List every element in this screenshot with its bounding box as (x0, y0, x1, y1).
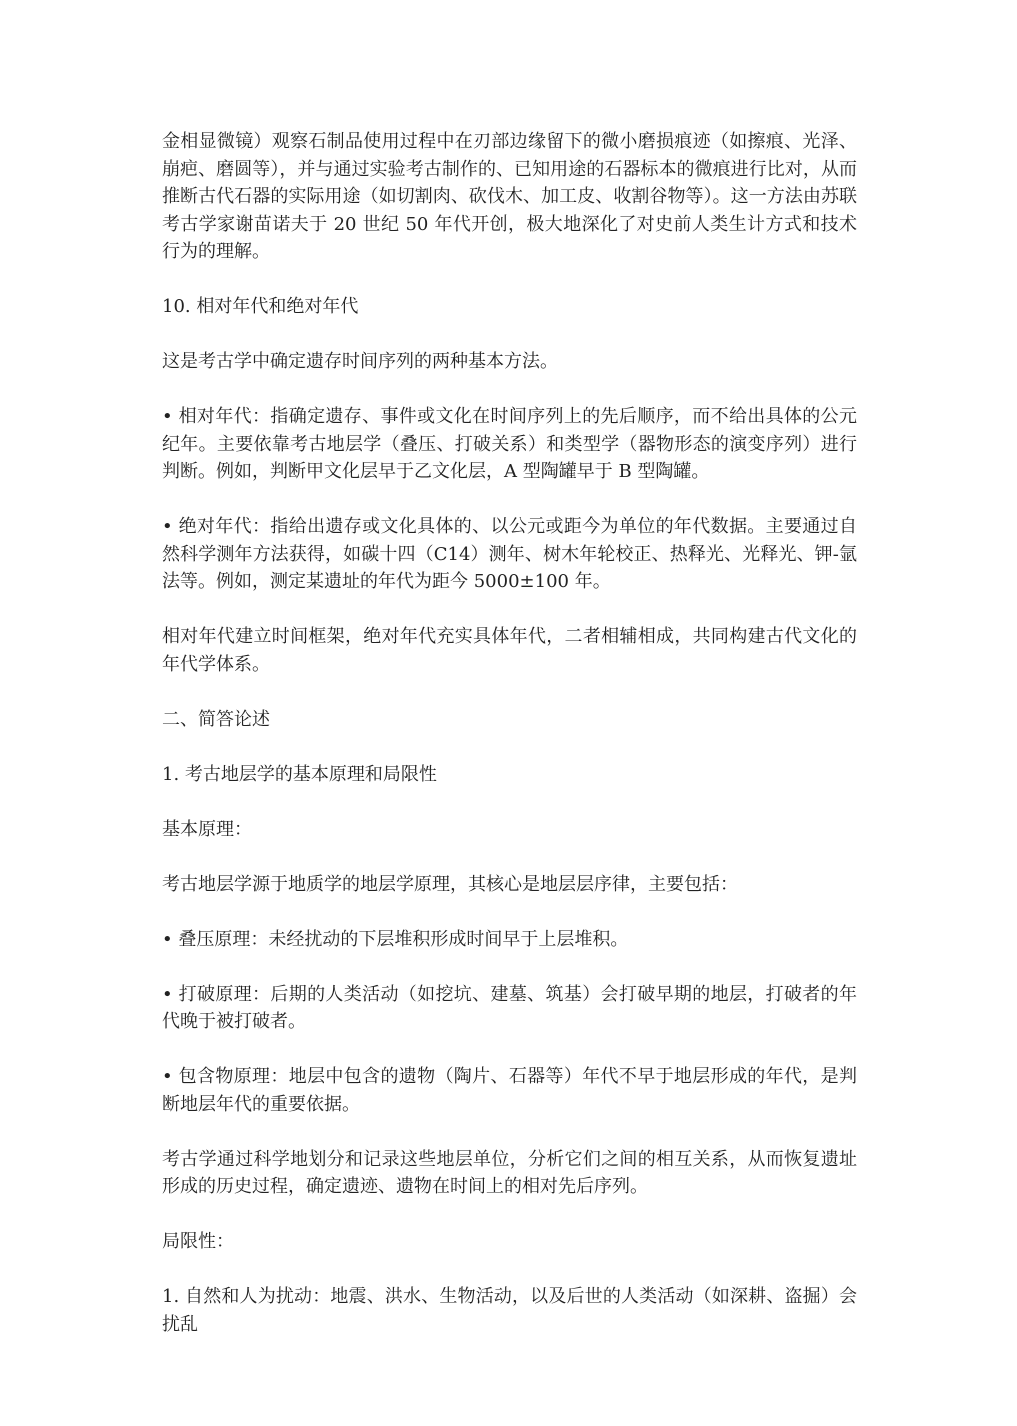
label-limitations: 局限性： (162, 1231, 234, 1252)
paragraph-relative-dating: • 相对年代：指确定遗存、事件或文化在时间序列上的先后顺序，而不给出具体的公元纪年。主要依靠考古地层学（叠压、打破关系）和类型学（器物形态的演变序列）进行判断。例如，判断甲文化层早于乙文化层，A 型陶罐早于 B 型陶罐。 (162, 406, 857, 482)
document-page (162, 128, 857, 1338)
label-basic-principles: 基本原理： (162, 818, 252, 840)
paragraph-superposition: • 叠压原理：未经扰动的下层堆积形成时间早于上层堆积。 (162, 928, 629, 950)
heading-stratigraphy: 1. 考古地层学的基本原理和局限性 (162, 763, 437, 785)
paragraph-stratigraphy-method: 考古学通过科学地划分和记录这些地层单位，分析它们之间的相互关系，从而恢复遗址形成的历史过程，确定遗迹、遗物在时间上的相对先后序列。 (162, 1148, 857, 1197)
paragraph-stratigraphy-origin: 考古地层学源于地质学的地层学原理，其核心是地层层序律，主要包括： (162, 873, 738, 895)
section-heading-short-answer: 二、简答论述 (162, 708, 270, 730)
heading-relative-absolute-dating: 10. 相对年代和绝对年代 (162, 296, 359, 317)
paragraph-absolute-dating: • 绝对年代：指给出遗存或文化具体的、以公元或距今为单位的年代数据。主要通过自然科学测年方法获得，如碳十四（C14）测年、树木年轮校正、热释光、光释光、钾-氩法等。例如，测定某遗址的年代为距今 5000±100 年。 (162, 516, 857, 592)
paragraph-dating-summary: 相对年代建立时间框架，绝对年代充实具体年代，二者相辅相成，共同构建古代文化的年代学体系。 (162, 626, 857, 675)
paragraph-disturbance: 1. 自然和人为扰动：地震、洪水、生物活动，以及后世的人类活动（如深耕、盗掘）会扰乱 (162, 1286, 857, 1335)
paragraph-microwear: 金相显微镜）观察石制品使用过程中在刃部边缘留下的微小磨损痕迹（如擦痕、光泽、崩疤、磨圆等），并与通过实验考古制作的、已知用途的石器标本的微痕进行比对，从而推断古代石器的实际用途（如切割肉、砍伐木、加工皮、收割谷物等）。这一方法由苏联考古学家谢苗诺夫于 20 世纪 50 年代开创，极大地深化了对史前人类生计方式和技术行为的理解。 (162, 131, 857, 262)
paragraph-dating-intro: 这是考古学中确定遗存时间序列的两种基本方法。 (162, 351, 558, 372)
paragraph-intrusion: • 打破原理：后期的人类活动（如挖坑、建墓、筑基）会打破早期的地层，打破者的年代晚于被打破者。 (162, 983, 857, 1032)
paragraph-inclusion: • 包含物原理：地层中包含的遗物（陶片、石器等）年代不早于地层形成的年代，是判断地层年代的重要依据。 (162, 1066, 857, 1115)
